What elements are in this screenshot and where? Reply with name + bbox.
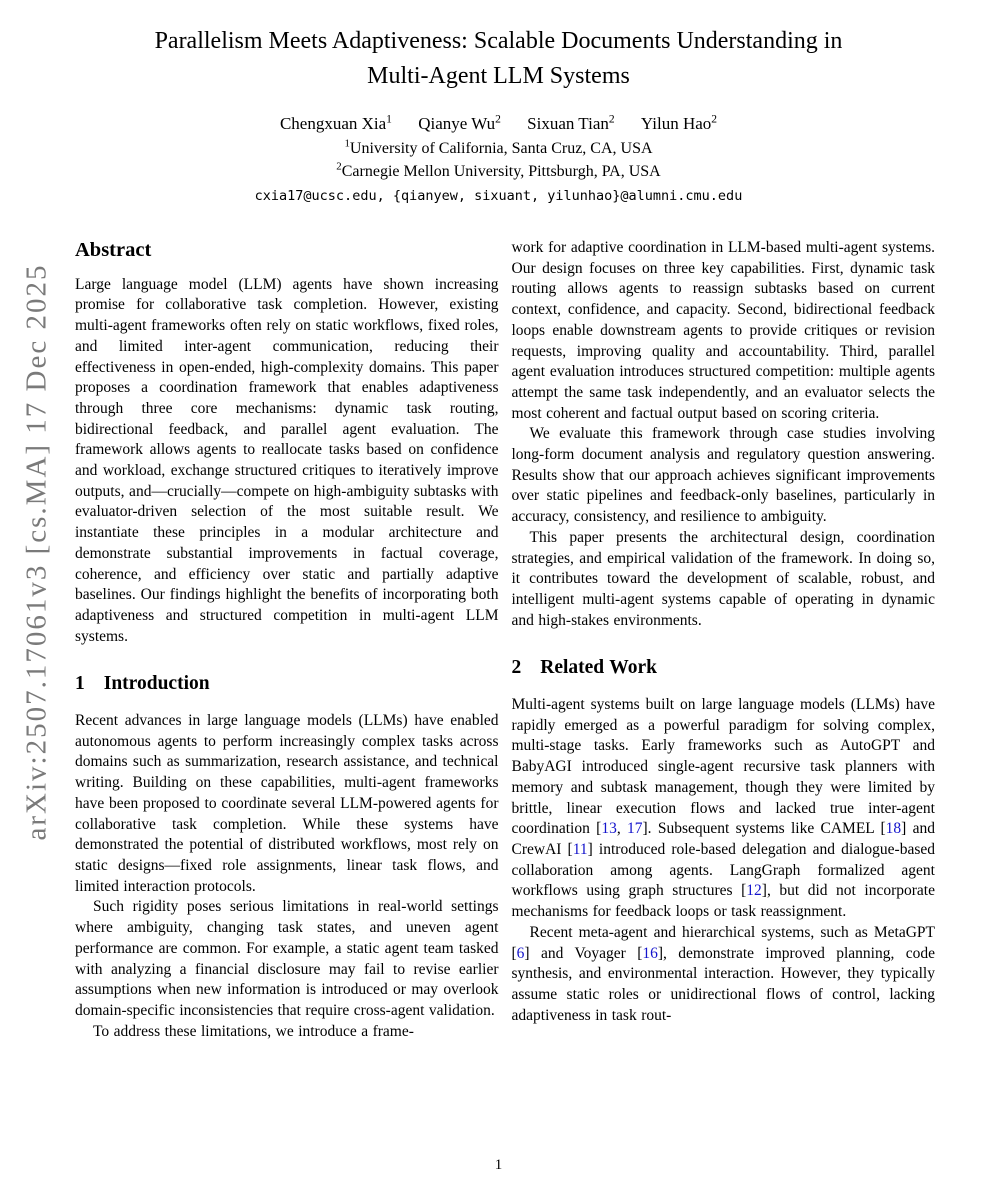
author-affil-sup: 1 [386, 112, 392, 126]
citation-link[interactable]: 16 [642, 944, 658, 962]
abstract-heading: Abstract [75, 239, 152, 261]
paper-header [0, 0, 997, 204]
affiliation-text: University of California, Santa Cruz, CA, USA [349, 140, 653, 157]
related-work-paragraph-2 [512, 923, 936, 1027]
intro-paragraph-3-continued: work for adaptive coordination in LLM-based multi-agent systems. Our design focuses on three key capabilities. First, dynamic task routing allows agents to reassign subtasks based on current context, confidence, and capacity. Second, bidirectional feedback loops enable downstream agents to provide critiques or revision requests, improving quality and accountability. Third, parallel agent evaluation introduces structured competition: multiple agents attempt the same task independently, and an evaluator selects the most coherent and factual output based on scoring criteria. [511, 239, 935, 422]
citation-link[interactable]: 18 [885, 820, 902, 838]
author-name: Qianye Wu [418, 114, 496, 133]
page-number: 1 [494, 1157, 503, 1173]
paper-title-line1: Parallelism Meets Adaptiveness: Scalable Documents Understanding in [154, 28, 843, 54]
text-segment: ] and CrewAI [ [511, 820, 936, 858]
paper-title [70, 24, 927, 94]
intro-paragraph-3: To address these limitations, we introduce a frame- [93, 1022, 414, 1040]
section-heading-introduction [75, 674, 499, 695]
citation-link[interactable]: 6 [516, 944, 525, 962]
affiliation-sup: 2 [336, 160, 342, 173]
author-emails: cxia17@ucsc.edu, {qianyew, sixuant, yilunhao}@alumni.cmu.edu [254, 188, 743, 204]
two-column-body [75, 238, 935, 1042]
text-segment: , [616, 820, 627, 838]
text-segment: ], but did not incorporate mechanisms for feedback loops or task reassignment. [511, 882, 935, 921]
author [641, 114, 717, 134]
left-column [75, 238, 499, 1042]
author [527, 114, 615, 134]
author-name: Yilun Hao [640, 114, 712, 133]
author-name: Chengxuan Xia [279, 114, 387, 133]
intro-paragraph-1: Recent advances in large language models (LLMs) have enabled autonomous agents to perform increasingly complex tasks across domains such as summarization, research assistance, and technical writing. Building on these capabilities, multi-agent frameworks have been proposed to coordinate several LLM-powered agents for collaborative task completion. While these systems have demonstrated the potential of distributed workflows, most rely on static designs—fixed role assignments, linear task flows, and limited interaction protocols. [75, 712, 499, 895]
author-affil-sup: 2 [608, 112, 615, 126]
citation-link[interactable]: 17 [627, 820, 643, 838]
right-column [512, 238, 936, 1042]
author-name: Sixuan Tian [527, 114, 609, 133]
citation-link[interactable]: 11 [572, 840, 588, 858]
abstract-paragraph: Large language model (LLM) agents have shown increasing promise for collaborative task completion. However, existing multi-agent frameworks often rely on static workflows, fixed roles, and limited inter-agent communication, reducing their effectiveness in open-ended, high-complexity domains. This paper proposes a coordination framework that enables adaptiveness through three core mechanisms: dynamic task routing, bidirectional feedback, and parallel agent evaluation. The framework allows agents to reallocate tasks based on confidence and workload, exchange structured critiques to iteratively improve outputs, and—crucially—compete on high-ambiguity subtasks with evaluator-driven selection of the most suitable result. We instantiate these principles in a modular architecture and demonstrate substantial improvements in factual coverage, coherence, and efficiency over static and partially adaptive baselines. Our findings highlight the benefits of incorporating both adaptiveness and structured competition in multi-agent LLM systems. [75, 275, 499, 645]
section-title: Related Work [540, 657, 657, 679]
related-work-paragraph-1 [512, 695, 936, 923]
author [418, 114, 501, 134]
affiliation [0, 160, 997, 183]
section-title: Introduction [103, 673, 210, 695]
section-number: 2 [511, 657, 522, 679]
author [280, 114, 392, 134]
text-segment: ]. Subsequent systems like CAMEL [ [642, 820, 886, 838]
paper-title-line2: Multi-Agent LLM Systems [367, 63, 630, 89]
evaluation-paragraph: We evaluate this framework through case studies involving long-form document analysis and regulatory question answering. Results show that our approach achieves significant improvements over static pipelines and feedback-only baselines, particularly in accuracy, consistency, and resilience to ambiguity. [511, 425, 935, 526]
intro-paragraph-2: Such rigidity poses serious limitations in real-world settings where ambiguity, changing task states, and uneven agent performance are common. For example, a static agent team tasked with analyzing a financial disclosure may fail to revise earlier assumptions when new information is introduced or may overlook domain-specific inconsistencies that require cross-agent validation. [75, 898, 499, 1019]
citation-link[interactable]: 13 [601, 820, 617, 838]
text-segment: ] and Voyager [ [524, 944, 643, 962]
text-segment: ], demonstrate improved planning, code synthesis, and environmental interaction. However, they typically assume static roles or unidirectional flows of control, lacking adaptiveness in task rout- [511, 944, 935, 1024]
section-number: 1 [75, 673, 85, 695]
text-segment: ] introduced role-based delegation and dialogue-based collaboration among agents. LangGraph formalized agent workflows using graph structures [ [511, 840, 936, 900]
arxiv-watermark: arXiv:2507.17061v3 [cs.MA] 17 Dec 2025 [20, 263, 53, 841]
affiliation [0, 137, 997, 160]
affiliation-list [0, 137, 997, 183]
affiliation-text: Carnegie Mellon University, Pittsburgh, PA, USA [341, 163, 661, 180]
author-affil-sup: 2 [711, 112, 718, 126]
author-affil-sup: 2 [495, 112, 501, 126]
contribution-paragraph: This paper presents the architectural design, coordination strategies, and empirical validation of the framework. In doing so, it contributes toward the development of scalable, robust, and intelligent multi-agent systems capable of operating in dynamic and high-stakes environments. [511, 528, 935, 629]
section-heading-related-work [512, 658, 936, 679]
text-segment: Multi-agent systems built on large language models (LLMs) have rapidly emerged as a powerful paradigm for solving complex, multi-stage tasks. Early frameworks such as AutoGPT and BabyAGI introduced single-agent recursive task planners with memory and subtask management, though they were limited by brittle, linear execution flows and lacked true inter-agent coordination [ [511, 696, 935, 838]
citation-link[interactable]: 12 [746, 882, 762, 900]
author-list [0, 114, 997, 134]
affiliation-sup: 1 [344, 137, 350, 150]
text-segment: Recent meta-agent and hierarchical systems, such as MetaGPT [ [511, 923, 935, 962]
